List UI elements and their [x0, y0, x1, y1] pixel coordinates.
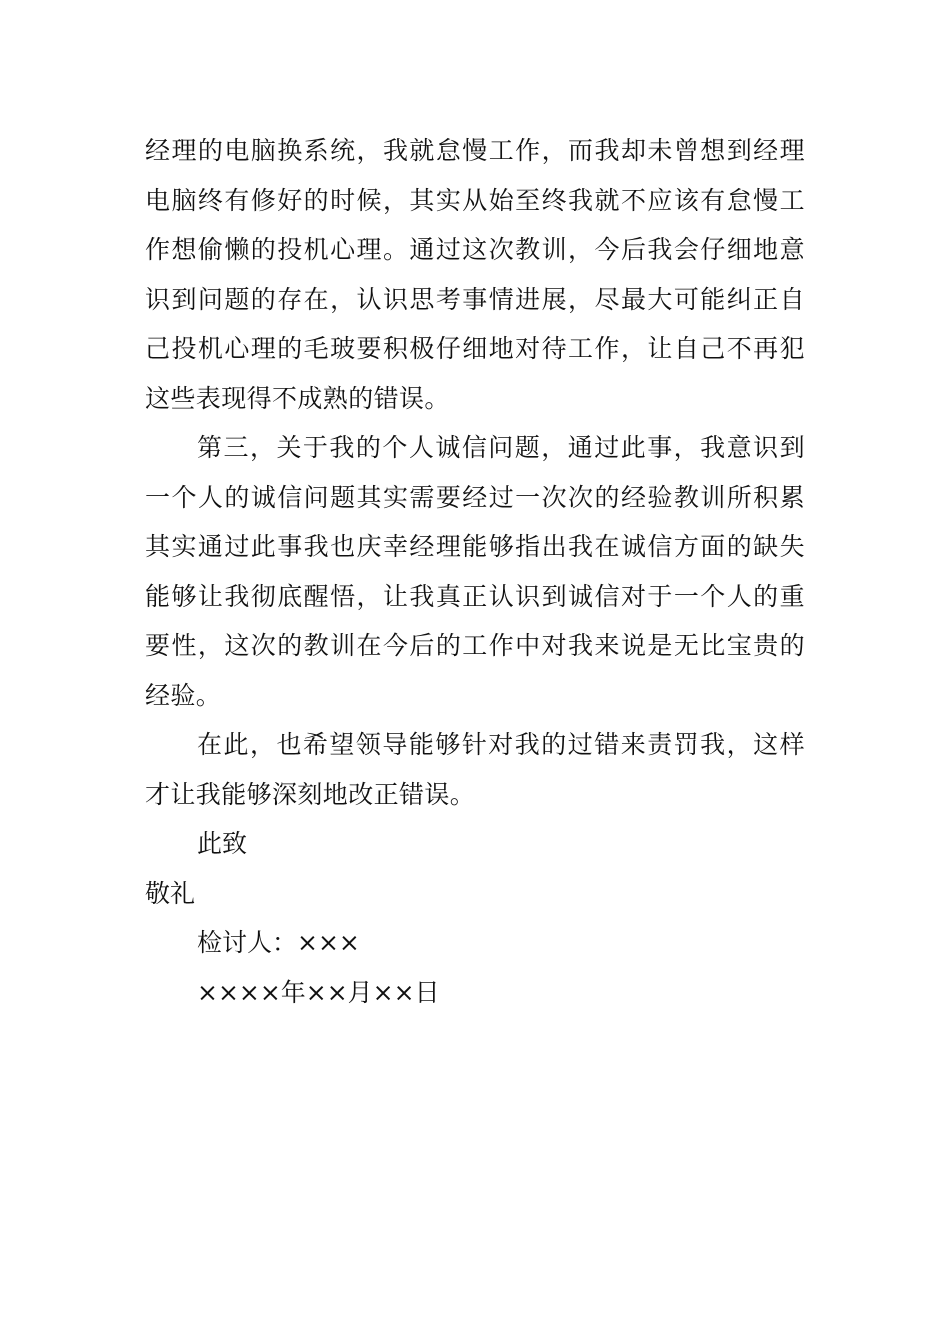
paragraph-request: 在此，也希望领导能够针对我的过错来责罚我，这样才让我能够深刻地改正错误。	[145, 730, 805, 809]
salute-phrase: 敬礼	[145, 878, 196, 908]
signature-line: 检讨人：×××	[197, 928, 360, 957]
letter-body	[145, 126, 805, 1017]
paragraph-integrity: 第三，关于我的个人诚信问题，通过此事，我意识到一个人的诚信问题其实需要经过一次次的经验教训所积累其实通过此事我也庆幸经理能够指出我在诚信方面的缺失能够让我彻底醒悟，让我真正认识到诚信对于一个人的重要性，这次的教训在今后的工作中对我来说是无比宝贵的经验。	[145, 433, 805, 710]
paragraph-continuation: 经理的电脑换系统，我就怠慢工作，而我却未曾想到经理电脑终有修好的时候，其实从始至终我就不应该有怠慢工作想偷懒的投机心理。通过这次教训，今后我会仔细地意识到问题的存在，认识思考事情进展，尽最大可能纠正自己投机心理的毛玻要积极仔细地对待工作，让自己不再犯这些表现得不成熟的错误。	[145, 136, 805, 413]
date-line: ××××年××月××日	[197, 977, 440, 1007]
closing-phrase: 此致	[197, 829, 248, 858]
